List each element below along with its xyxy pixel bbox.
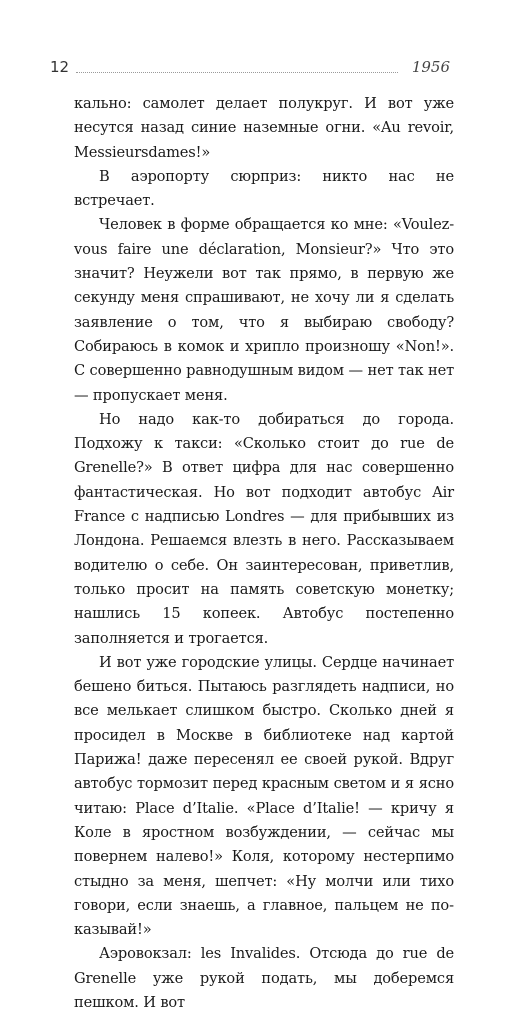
header-dotted-leader — [76, 72, 398, 73]
main-text — [74, 92, 454, 1015]
paragraph: Аэровокзал: les Invalides. Отсюда до rue de Grenelle уже рукой подать, мы доберемся пешком. И вот — [74, 945, 454, 1011]
paragraph: кально: самолет делает полукруг. И вот уже несутся назад синие наземные огни. «Au revoir, Messieursdames!» — [74, 95, 454, 161]
paragraph: Человек в форме обращается ко мне: «Voulez-vous faire une déclaration, Monsieur?» Что это значит? Неужели вот так прямо, в первую же секунду меня спрашивают, не хочу ли я сделать заявление о том, что я выбираю свободу? Собираюсь в комок и хрипло произношу «Non!». С совершенно равнодушным видом — нет так нет — пропускает меня. — [74, 216, 454, 404]
paragraph: И вот уже городские улицы. Сердце начинает бешено биться. Пытаюсь разглядеть надписи, но все мелькает слишком быстро. Сколько дней я просидел в Москве в библиотеке над картой Парижа! даже пересенял ее своей рукой. Вдруг автобус тормозит перед красным светом и я ясно читаю: Place d’Italie. «Place d’Italie! — кричу я Коле в яростном возбуждении, — сейчас мы повернем налево!» Коля, которому нестерпимо стыдно за меня, шепчет: «Ну молчи или тихо говори, если знаешь, а главное, пальцем не показывай!» — [74, 653, 454, 939]
paragraph: Но надо как-то добираться до города. Подхожу к такси: «Сколько стоит до rue de Grenelle?» В ответ цифра для нас совершенно фантастическая. Но вот подходит автобус Air France с надписью Londres — для прибывших из Лондона. Решаемся влезть в него. Рассказываем водителю о себе. Он заинтересован, приветлив, только просит на память советскую монетку; нашлись 15 копеек. Автобус постепенно заполняется и трогается. — [74, 410, 454, 647]
running-header — [50, 58, 450, 80]
paragraph: В аэропорту сюрприз: никто нас не встречает. — [74, 167, 454, 210]
running-title-year: 1956 — [411, 58, 450, 76]
page-number: 12 — [50, 58, 70, 76]
